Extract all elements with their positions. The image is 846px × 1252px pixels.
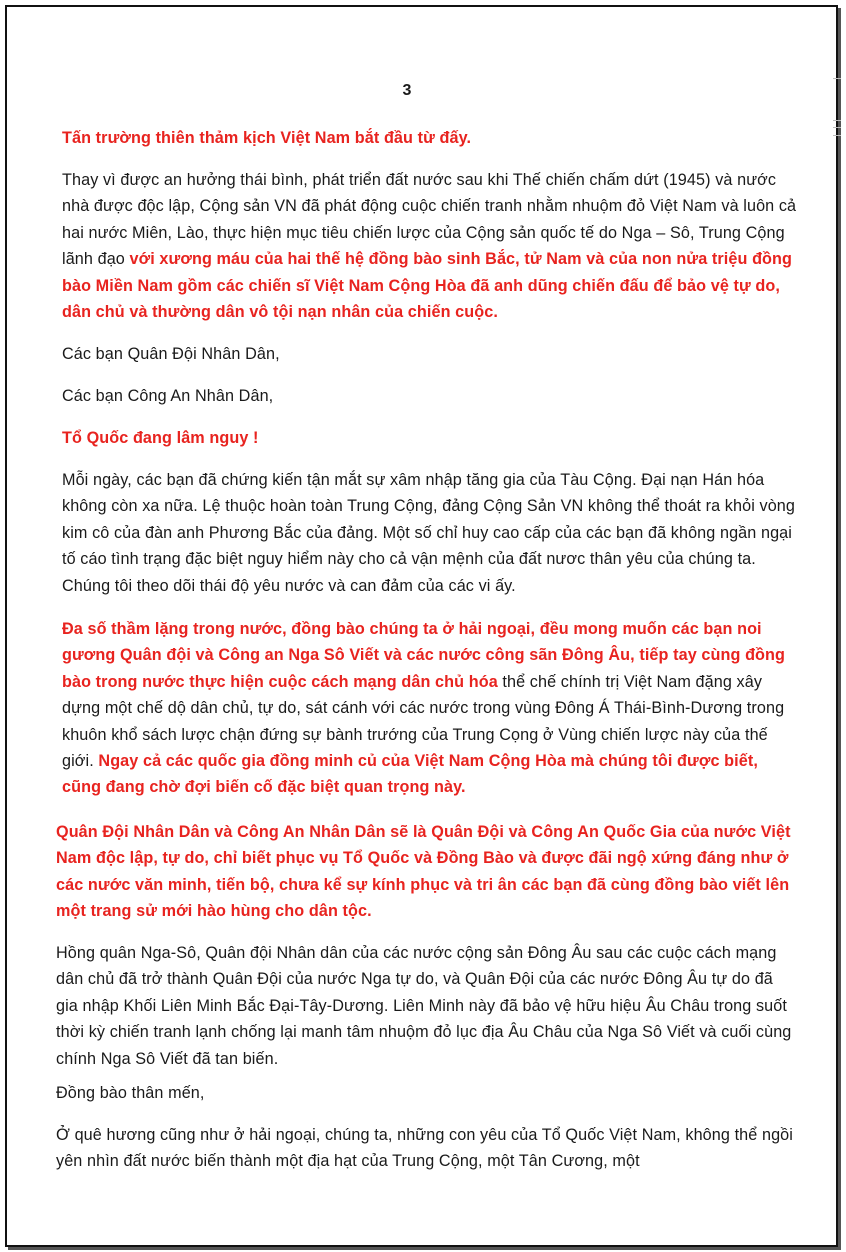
paragraph-china: Mỗi ngày, các bạn đã chứng kiến tận mắt sự xâm nhập tăng gia của Tàu Cộng. Đại nạn Hán hóa không còn xa nữa. Lệ thuộc hoàn toàn Trung Cộng, đảng Cộng Sản VN không thể thoát ra khỏi vòng kim cô của đàn anh Phương Bắc của đảng. Một số chỉ huy cao cấp của các bạn đã không ngần ngại tố cáo tình trạng đặc biệt nguy hiểm này cho cả vận mệnh của đất nươc thân yêu của chúng ta. Chúng tôi theo dõi thái độ yêu nước và can đảm của các vi ấy. <box>62 471 795 595</box>
margin-tick <box>833 127 841 128</box>
paragraph-war-history <box>62 167 797 325</box>
paragraph-emphasis: Ngay cả các quốc gia đồng minh củ của Việt Nam Cộng Hòa mà chúng tôi được biết, cũng đang chờ đợi biến cố đặc biệt quan trọng này. <box>62 752 758 797</box>
paragraph-text: Thay vì được an hưởng thái bình, phát triển đất nước sau khi Thế chiến chấm dứt (1945) và nước nhà được độc lập, Cộng sản VN đã phát động cuộc chiến tranh nhằm nhuộm đỏ Việt Nam và luôn cả hai nước Miên, Lào, thực hiện mục tiêu chiến lược của Cộng sản quốc tế do Nga – Sô, Trung Cộng lãnh đạo <box>62 171 797 269</box>
paragraph-heading: Tấn trường thiên thảm kịch Việt Nam bắt đầu từ đấy. <box>62 129 472 147</box>
paragraph-text: thể chế chính trị Việt Nam đặng xây dựng một chế dộ dân chủ, tự do, sát cánh với các nước trong vùng Đông Á Thái-Bình-Dương trong khuôn khổ sách lược chận đứng sự bành trướng của Trung Cọng ở Vùng chiến lược này của thế giới. <box>62 672 785 771</box>
paragraph-emphasis: Đa số thầm lặng trong nước, đồng bào chúng ta ở hải ngoại, đều mong muốn các bạn noi gương Quân đội và Công an Nga Sô Viết và các nước công sãn Đông Âu, tiếp tay cùng đồng bào trong nước thực hiện cuộc cách mạng dân chủ hóa <box>62 620 786 691</box>
salutation-army: Các bạn Quân Đội Nhân Dân, <box>62 345 280 363</box>
salutation-compatriots: Đồng bào thân mến, <box>56 1084 205 1102</box>
paragraph-danger: Tổ Quốc đang lâm nguy ! <box>62 429 259 447</box>
paragraph-homeland: Ở quê hương cũng như ở hải ngoại, chúng ta, những con yêu của Tổ Quốc Việt Nam, không thể ngồi yên nhìn đất nước biến thành một địa hạt của Trung Cộng, một Tân Cương, một <box>56 1126 793 1171</box>
margin-tick <box>833 78 841 79</box>
page-number: 3 <box>402 82 412 99</box>
paragraph-majority <box>62 616 797 801</box>
salutation-police: Các bạn Công An Nhân Dân, <box>62 387 274 405</box>
margin-tick <box>833 120 841 121</box>
paragraph-red-army: Hồng quân Nga-Sô, Quân đội Nhân dân của các nước cộng sản Đông Âu sau các cuộc cách mạng dân chủ đã trở thành Quân Đội của nước Nga tự do, và Quân Đội của các nước Đông Âu tự do đã gia nhập Khối Liên Minh Bắc Đại-Tây-Dương. Liên Minh này đã bảo vệ hữu hiệu Âu Châu trong suốt thời kỳ chiến tranh lạnh chống lại manh tâm nhuộm đỏ lục địa Âu Châu của Nga Sô Viết và cuối cùng chính Nga Sô Viết đã tan biến. <box>56 944 792 1068</box>
margin-tick <box>833 135 841 136</box>
paragraph-emphasis: với xương máu của hai thế hệ đồng bào sinh Bắc, tử Nam và của non nửa triệu đồng bào Miền Nam gồm các chiến sĩ Việt Nam Cộng Hòa đã anh dũng chiến đấu để bảo vệ tự do, dân chủ và thường dân vô tội nạn nhân của chiến cuộc. <box>62 250 793 322</box>
paragraph-future-army: Quân Đội Nhân Dân và Công An Nhân Dân sẽ là Quân Đội và Công An Quốc Gia của nước Việt Nam độc lập, tự do, chỉ biết phục vụ Tổ Quốc và Đồng Bào và được đãi ngộ xứng đáng như ở các nước văn minh, tiến bộ, chưa kể sự kính phục và tri ân các bạn đã cùng đồng bào viết lên một trang sử mới hào hùng cho dân tộc. <box>56 823 791 921</box>
